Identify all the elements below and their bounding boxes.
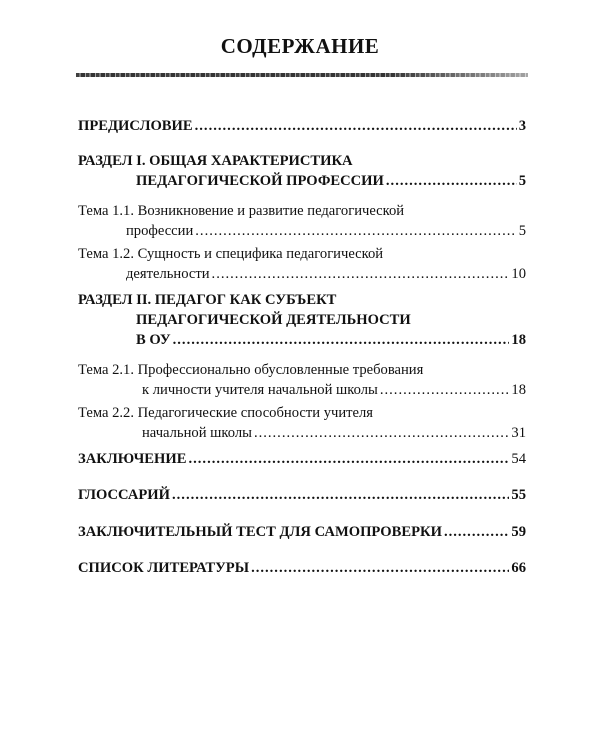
toc-entry-title: ЗАКЛЮЧЕНИЕ [78, 451, 187, 467]
toc-entry-glossary[interactable] [78, 485, 526, 505]
toc-leader-dots [254, 423, 509, 443]
toc-entry-title-cont: ПЕДАГОГИЧЕСКОЙ ДЕЯТЕЛЬНОСТИ [136, 312, 411, 328]
toc-page-number: 59 [511, 524, 526, 540]
toc-leader-dots [172, 485, 509, 505]
toc-leader-dots [212, 264, 510, 284]
toc-leader-dots [444, 522, 509, 542]
toc-page-number: 3 [518, 118, 526, 134]
toc-page-number: 5 [518, 173, 526, 189]
toc-leader-dots [173, 330, 510, 350]
toc-entry-title-cont: к личности учителя начальной школы [142, 382, 378, 398]
toc-leader-dots [188, 449, 509, 469]
toc-leader-dots [251, 558, 509, 578]
toc-entry-topic-1-2[interactable] [78, 244, 526, 284]
toc-leader-dots [380, 380, 510, 400]
toc-entry-title: ГЛОССАРИЙ [78, 487, 170, 503]
toc-page-number: 18 [511, 332, 526, 348]
toc-entry-topic-1-1[interactable] [78, 201, 526, 241]
toc-page-number: 55 [511, 487, 526, 503]
toc-leader-dots [195, 221, 516, 241]
page-title: СОДЕРЖАНИЕ [220, 34, 380, 58]
toc-page-number: 31 [511, 425, 526, 441]
toc-page-number: 5 [518, 223, 526, 239]
toc-entry-title: ЗАКЛЮЧИТЕЛЬНЫЙ ТЕСТ ДЛЯ САМОПРОВЕРКИ [78, 524, 442, 540]
toc-entry-title: РАЗДЕЛ I. ОБЩАЯ ХАРАКТЕРИСТИКА [78, 153, 353, 169]
toc-leader-dots [195, 116, 517, 136]
toc-page-number: 54 [511, 451, 526, 467]
toc-leader-dots [386, 171, 517, 191]
toc-entry-references[interactable] [78, 558, 526, 578]
toc-entry-title: Тема 1.1. Возникновение и развитие педагогической [78, 203, 405, 219]
toc-entry-title-cont: В ОУ [136, 332, 171, 348]
toc-entry-preface[interactable] [78, 116, 526, 136]
toc-page-number: 10 [511, 266, 526, 282]
toc-entry-final-test[interactable] [78, 522, 526, 542]
toc-entry-title-cont: профессии [126, 223, 194, 239]
toc-entry-title: Тема 1.2. Сущность и специфика педагогической [78, 246, 384, 262]
toc-entry-title-cont: начальной школы [142, 425, 252, 441]
toc-entry-title: СПИСОК ЛИТЕРАТУРЫ [78, 560, 250, 576]
toc-entry-topic-2-1[interactable] [78, 360, 526, 400]
toc-entry-title: РАЗДЕЛ II. ПЕДАГОГ КАК СУБЪЕКТ [78, 292, 337, 308]
toc-entry-title: Тема 2.2. Педагогические способности учителя [78, 405, 373, 421]
toc-entry-title: ПРЕДИСЛОВИЕ [78, 118, 193, 134]
toc-page-number: 66 [511, 560, 526, 576]
title-underline [76, 73, 528, 77]
toc-entry-conclusion[interactable] [78, 449, 526, 469]
toc-entry-section-2[interactable] [78, 290, 526, 350]
toc-entry-topic-2-2[interactable] [78, 403, 526, 443]
toc-page-number: 18 [511, 382, 526, 398]
toc-entry-title: Тема 2.1. Профессионально обусловленные требования [78, 362, 424, 378]
toc-entry-section-1[interactable] [78, 151, 526, 191]
toc-entry-title-cont: деятельности [126, 266, 210, 282]
toc-entry-title-cont: ПЕДАГОГИЧЕСКОЙ ПРОФЕССИИ [136, 173, 384, 189]
